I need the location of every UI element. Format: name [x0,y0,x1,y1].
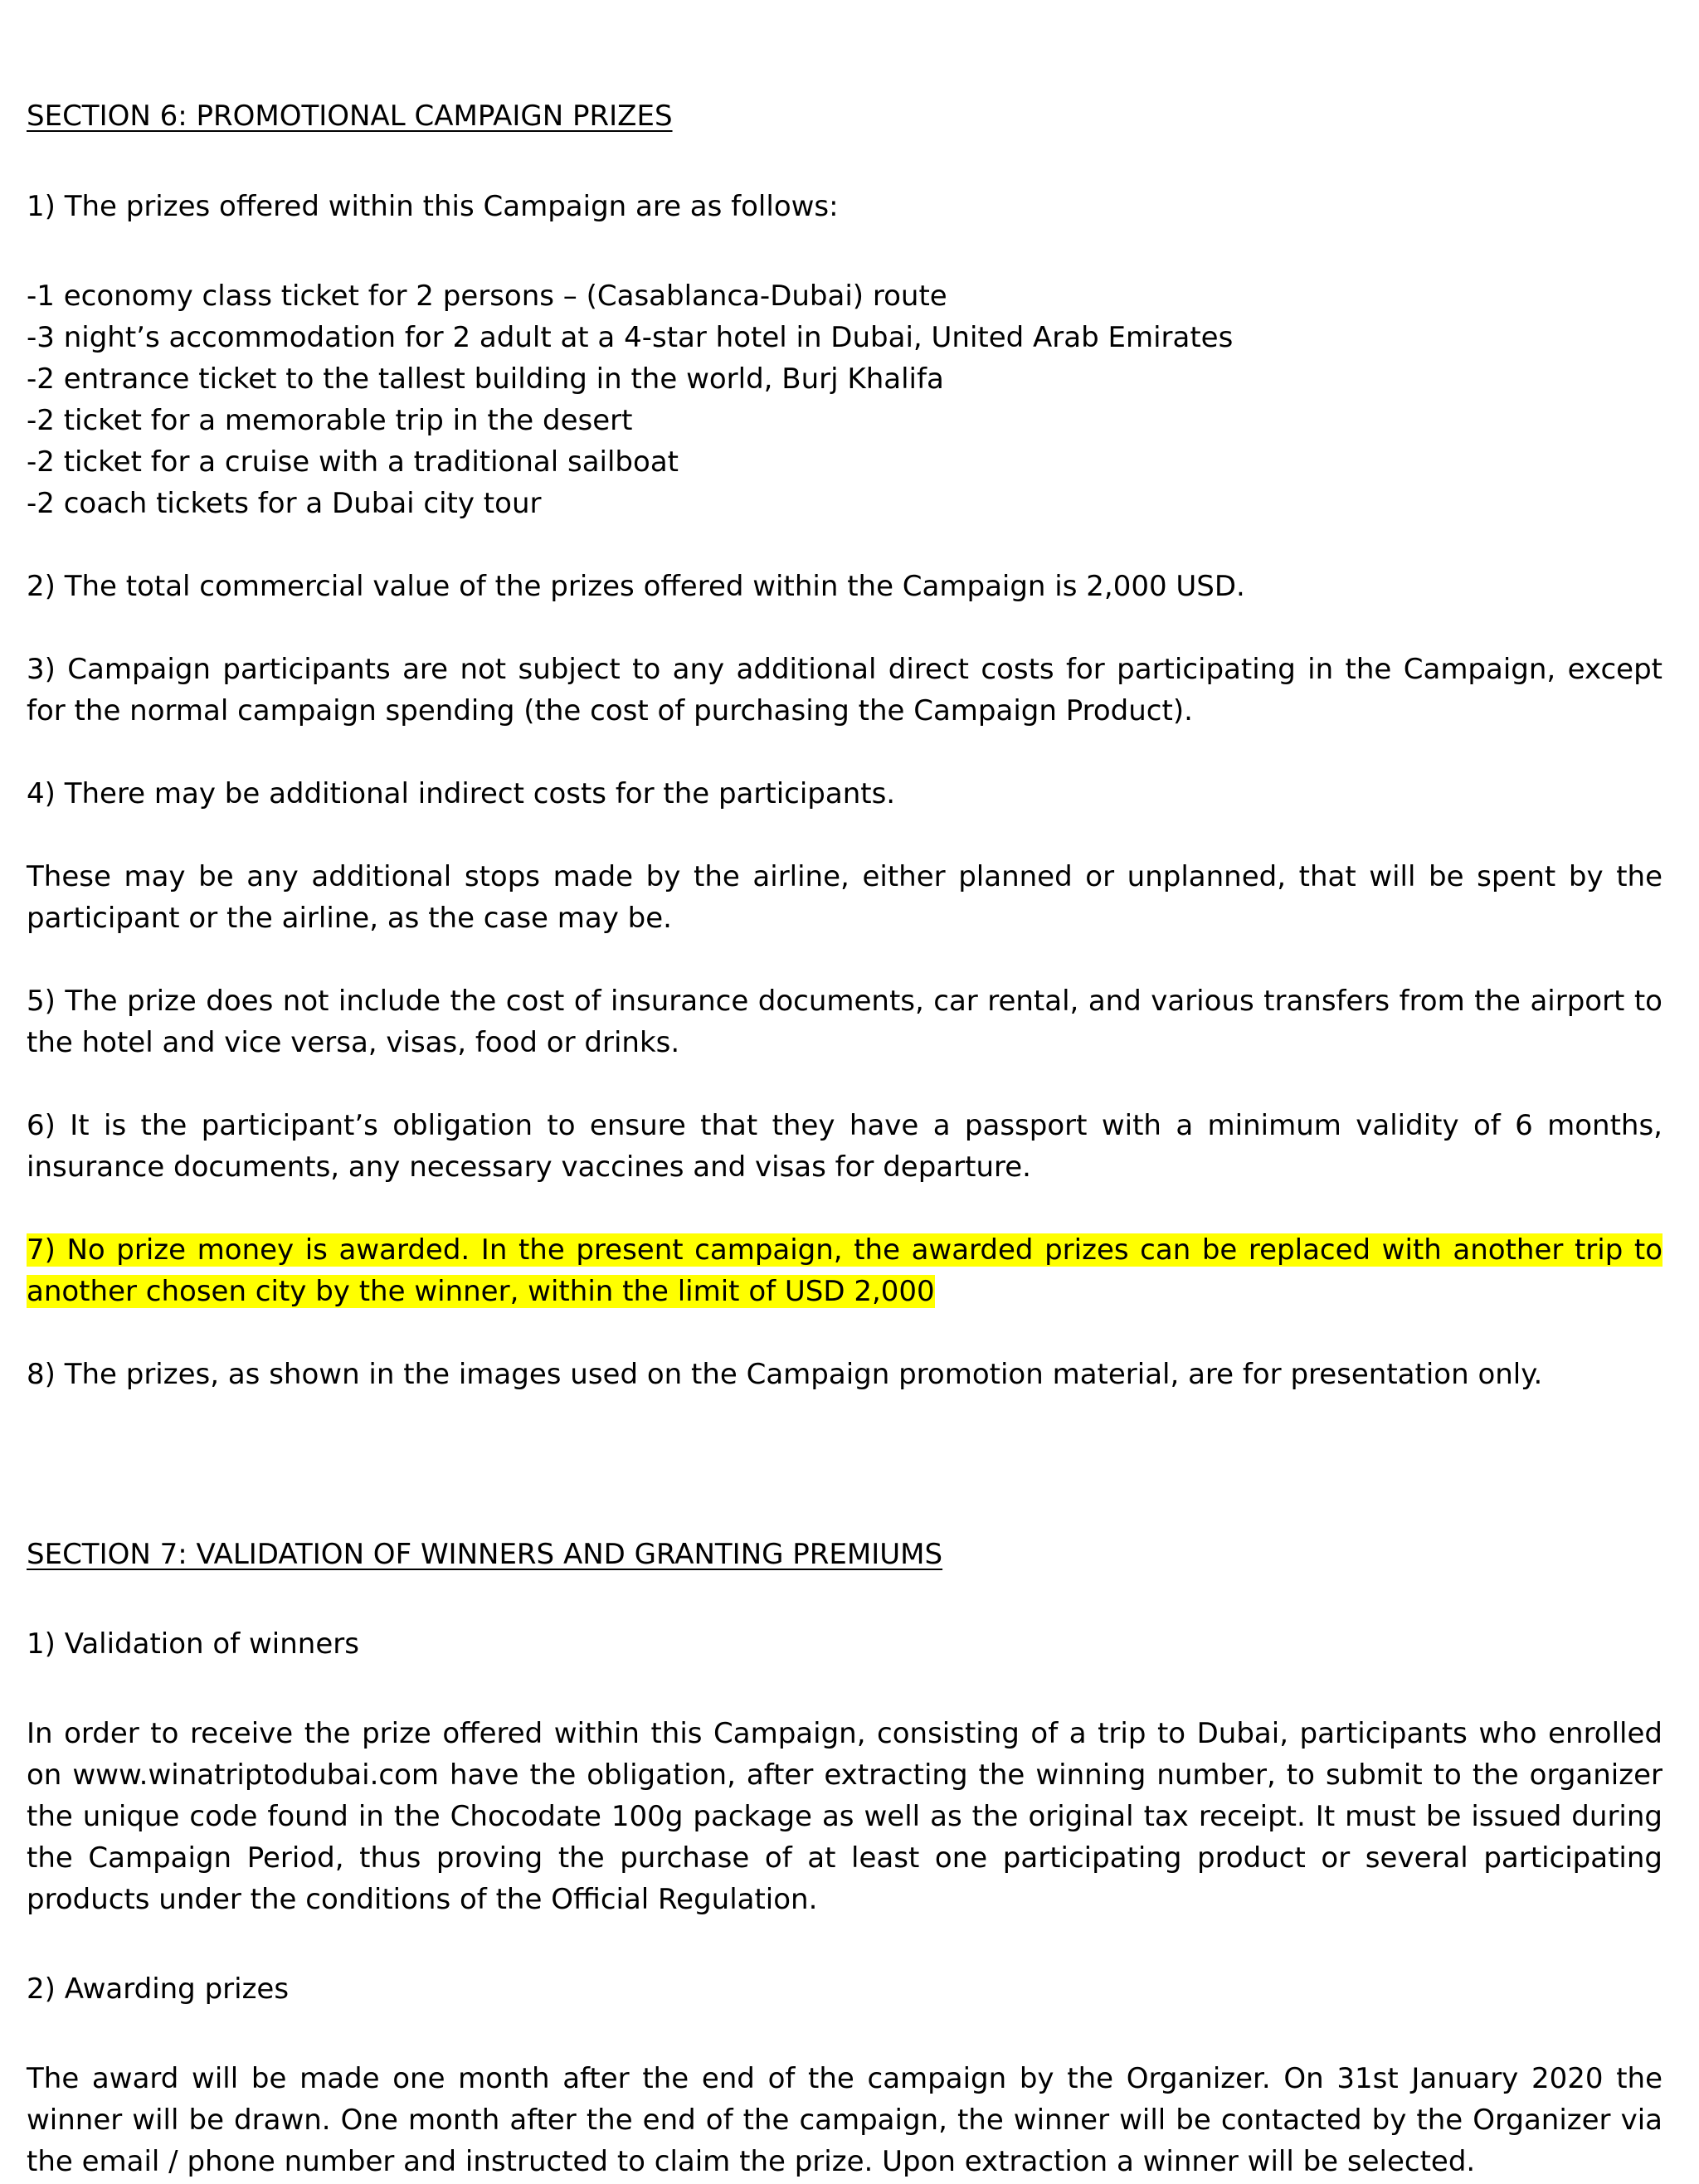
section-7-subheading-2: 2) Awarding prizes [27,1972,290,2006]
prize-list [27,275,1662,524]
section-6-paragraph-4: 4) There may be additional indirect costs for the participants. [27,777,896,810]
section-6-paragraph-4b: These may be any additional stops made by the airline, either planned or unplanned, that will be spent by the participant or the airline, as the case may be. [27,860,1662,935]
prize-list-item: -2 entrance ticket to the tallest building in the world, Burj Khalifa [27,362,944,396]
highlighted-text: 7) No prize money is awarded. In the present campaign, the awarded prizes can be replaced with another trip to another chosen city by the winner, within the limit of USD 2,000 [27,1233,1662,1308]
section-7-paragraph-2: The award will be made one month after the end of the campaign by the Organizer. On 31st January 2020 the winner will be drawn. One month after the end of the campaign, the winner will be contacted by the Organizer via the email / phone number and instructed to claim the prize. Upon extraction a winner will be selected. [27,2062,1662,2178]
section-6-paragraph-3: 3) Campaign participants are not subject to any additional direct costs for participating in the Campaign, except for the normal campaign spending (the cost of purchasing the Campaign Product). [27,653,1662,727]
section-6-paragraph-1: 1) The prizes offered within this Campaign are as follows: [27,190,839,223]
prize-list-item: -2 coach tickets for a Dubai city tour [27,487,542,520]
section-6-heading: SECTION 6: PROMOTIONAL CAMPAIGN PRIZES [27,100,673,133]
section-6-paragraph-6: 6) It is the participant’s obligation to ensure that they have a passport with a minimum validity of 6 months, insurance documents, any necessary vaccines and visas for departure. [27,1109,1662,1184]
section-7-paragraph-1: In order to receive the prize offered within this Campaign, consisting of a trip to Dubai, participants who enrolled on www.winatriptodubai.com have the obligation, after extracting the winning number, to submit to the organizer the unique code found in the Chocodate 100g package as well as the original tax receipt. It must be issued during the Campaign Period, thus proving the purchase of at least one participating product or several participating products under the conditions of the Official Regulation. [27,1717,1662,1916]
section-6-paragraph-2: 2) The total commercial value of the prizes offered within the Campaign is 2,000 USD. [27,570,1245,603]
prize-list-item: -2 ticket for a memorable trip in the desert [27,404,633,437]
section-6-paragraph-5: 5) The prize does not include the cost of insurance documents, car rental, and various transfers from the airport to the hotel and vice versa, visas, food or drinks. [27,985,1662,1059]
prize-list-item: -1 economy class ticket for 2 persons – (Casablanca-Dubai) route [27,280,947,313]
section-7-heading: SECTION 7: VALIDATION OF WINNERS AND GRANTING PREMIUMS [27,1538,943,1571]
prize-list-item: -2 ticket for a cruise with a traditional sailboat [27,445,679,479]
prize-list-item: -3 night’s accommodation for 2 adult at a 4-star hotel in Dubai, United Arab Emirates [27,321,1234,354]
section-6-paragraph-7-highlighted [27,1229,1662,1312]
section-6-paragraph-8: 8) The prizes, as shown in the images used on the Campaign promotion material, are for presentation only. [27,1358,1543,1391]
section-7-subheading-1: 1) Validation of winners [27,1627,359,1661]
